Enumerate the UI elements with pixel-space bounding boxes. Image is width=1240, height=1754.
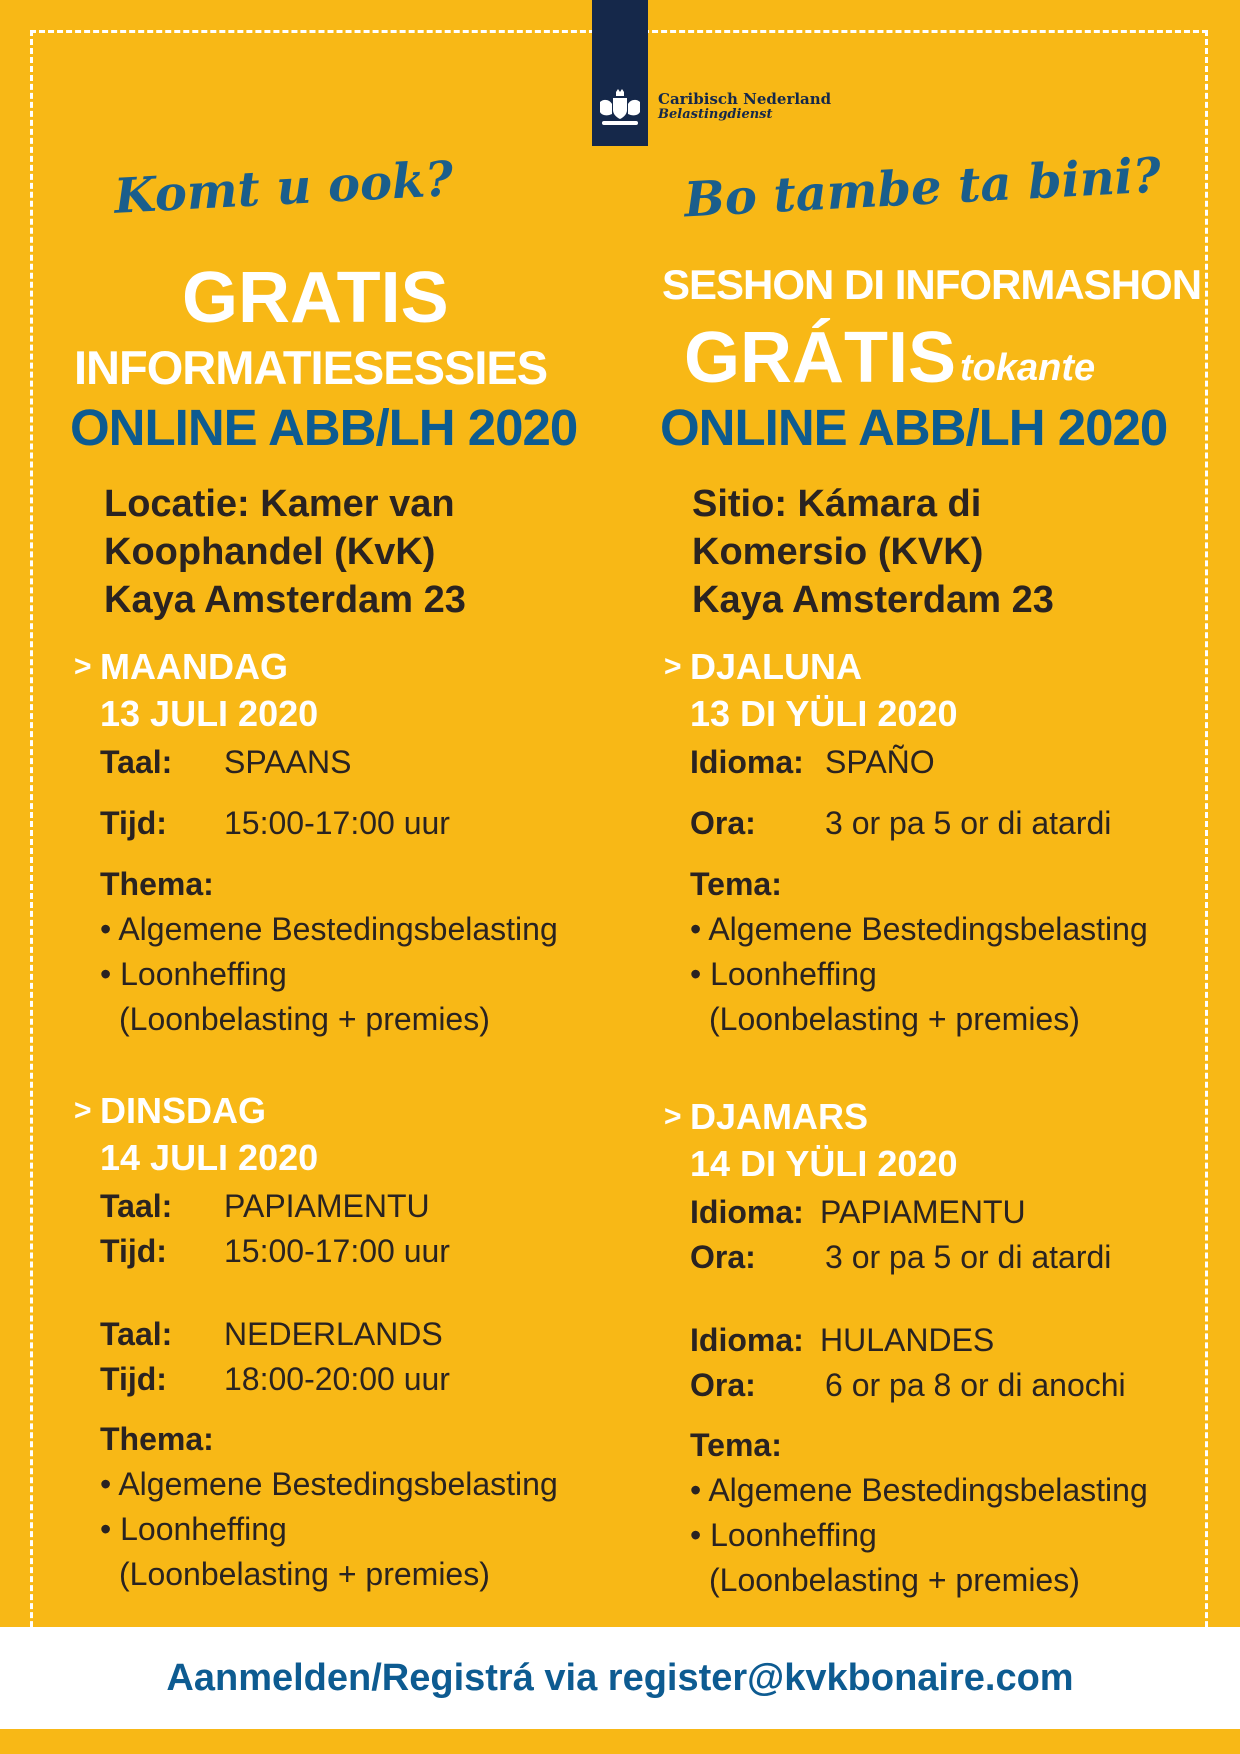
label: Tijd:	[100, 1233, 167, 1269]
value: SPAÑO	[825, 744, 935, 780]
value: 3 or pa 5 or di atardi	[825, 1239, 1112, 1275]
session-1-heading	[74, 643, 319, 737]
label: Ora:	[690, 1367, 756, 1403]
session-day: MAANDAG	[100, 646, 288, 687]
label: Tijd:	[100, 805, 167, 841]
title-gratis: GRATIS	[182, 258, 449, 338]
theme-item: • Loonheffing	[690, 1517, 877, 1553]
session-date: 14 DI YÜLI 2020	[690, 1143, 958, 1184]
session-1-theme-label: Thema:	[100, 866, 214, 902]
location	[104, 480, 466, 624]
logo-line-2: Belastingdienst	[658, 106, 773, 122]
theme-item: • Algemene Bestedingsbelasting	[690, 1472, 1148, 1508]
session-1-language	[100, 744, 351, 781]
session-date: 14 JULI 2020	[100, 1137, 319, 1178]
value: 3 or pa 5 or di atardi	[825, 805, 1112, 841]
chevron-right-icon: >	[664, 650, 682, 683]
registration-link[interactable]: Aanmelden/Registrá via register@kvkbonaire.com	[166, 1656, 1074, 1699]
session-2-theme-label: Thema:	[100, 1421, 214, 1457]
label: Taal:	[100, 1188, 173, 1224]
session-2-language	[690, 1194, 1026, 1231]
location-line: Kaya Amsterdam 23	[104, 579, 466, 621]
theme-item: (Loonbelasting + premies)	[709, 1001, 1080, 1037]
session-2-time-2	[690, 1367, 1126, 1404]
logo-text	[658, 92, 831, 121]
location-line: Koophandel (KvK)	[104, 531, 436, 573]
value: 15:00-17:00 uur	[224, 1233, 450, 1269]
session-2-heading	[664, 1093, 958, 1187]
label: Taal:	[100, 744, 173, 780]
label: Ora:	[690, 805, 756, 841]
session-date: 13 JULI 2020	[100, 693, 319, 734]
label: Ora:	[690, 1239, 756, 1275]
theme-item: • Loonheffing	[100, 1511, 287, 1547]
session-1-heading	[664, 643, 958, 737]
value: 6 or pa 8 or di anochi	[825, 1367, 1126, 1403]
label: Taal:	[100, 1316, 173, 1352]
theme-item: • Loonheffing	[100, 956, 287, 992]
session-2-time	[100, 1233, 450, 1270]
theme-item: • Algemene Bestedingsbelasting	[100, 911, 558, 947]
location-line: Locatie: Kamer van	[104, 483, 455, 525]
session-1-language	[690, 744, 935, 781]
title-tokante: tokante	[960, 347, 1096, 389]
location	[692, 480, 1054, 624]
session-2-time-2	[100, 1361, 450, 1398]
session-1-time	[690, 805, 1111, 842]
theme-item: • Algemene Bestedingsbelasting	[100, 1466, 558, 1502]
title-online: ONLINE ABB/LH 2020	[70, 399, 578, 456]
value: HULANDES	[820, 1322, 995, 1358]
location-line: Komersio (KVK)	[692, 531, 984, 573]
value: PAPIAMENTU	[224, 1188, 430, 1224]
session-2-theme-label: Tema:	[690, 1427, 782, 1463]
label: Idioma:	[690, 1322, 804, 1358]
session-2-language-2	[690, 1322, 994, 1359]
title-sessions: INFORMATIESESSIES	[74, 341, 548, 394]
session-2-themes	[100, 1462, 558, 1597]
session-day: DINSDAG	[100, 1090, 267, 1131]
theme-item: (Loonbelasting + premies)	[119, 1001, 490, 1037]
theme-item: (Loonbelasting + premies)	[119, 1556, 490, 1592]
session-1-theme-label: Tema:	[690, 866, 782, 902]
value: PAPIAMENTU	[820, 1194, 1026, 1230]
logo-line-1: Caribisch Nederland	[658, 90, 832, 108]
label: Idioma:	[690, 1194, 804, 1230]
session-2-heading	[74, 1087, 319, 1181]
label: Tijd:	[100, 1361, 167, 1397]
theme-item: • Algemene Bestedingsbelasting	[690, 911, 1148, 947]
session-2-themes	[690, 1468, 1148, 1603]
session-1-themes	[690, 907, 1148, 1042]
title-sessions: SESHON DI INFORMASHON	[662, 261, 1202, 308]
session-2-language-2	[100, 1316, 443, 1353]
location-line: Sitio: Kámara di	[692, 483, 982, 525]
session-1-time	[100, 805, 450, 842]
session-2-language	[100, 1188, 430, 1225]
coat-of-arms-icon	[596, 88, 644, 128]
value: 18:00-20:00 uur	[224, 1361, 450, 1397]
logo-bar	[592, 0, 648, 146]
session-day: DJAMARS	[690, 1096, 869, 1137]
session-day: DJALUNA	[690, 646, 863, 687]
value: NEDERLANDS	[224, 1316, 443, 1352]
session-2-time	[690, 1239, 1111, 1276]
value: 15:00-17:00 uur	[224, 805, 450, 841]
value: SPAANS	[224, 744, 352, 780]
title-online: ONLINE ABB/LH 2020	[660, 399, 1168, 456]
tagline: Komt u ook?	[112, 151, 455, 225]
tagline: Bo tambe ta bini?	[682, 147, 1163, 229]
chevron-right-icon: >	[74, 650, 92, 683]
title-gratis: GRÁTIS	[684, 318, 957, 398]
label: Idioma:	[690, 744, 804, 780]
chevron-right-icon: >	[664, 1100, 682, 1133]
theme-item: • Loonheffing	[690, 956, 877, 992]
footer-banner	[0, 1627, 1240, 1729]
location-line: Kaya Amsterdam 23	[692, 579, 1054, 621]
theme-item: (Loonbelasting + premies)	[709, 1562, 1080, 1598]
session-date: 13 DI YÜLI 2020	[690, 693, 958, 734]
session-1-themes	[100, 907, 558, 1042]
chevron-right-icon: >	[74, 1094, 92, 1127]
